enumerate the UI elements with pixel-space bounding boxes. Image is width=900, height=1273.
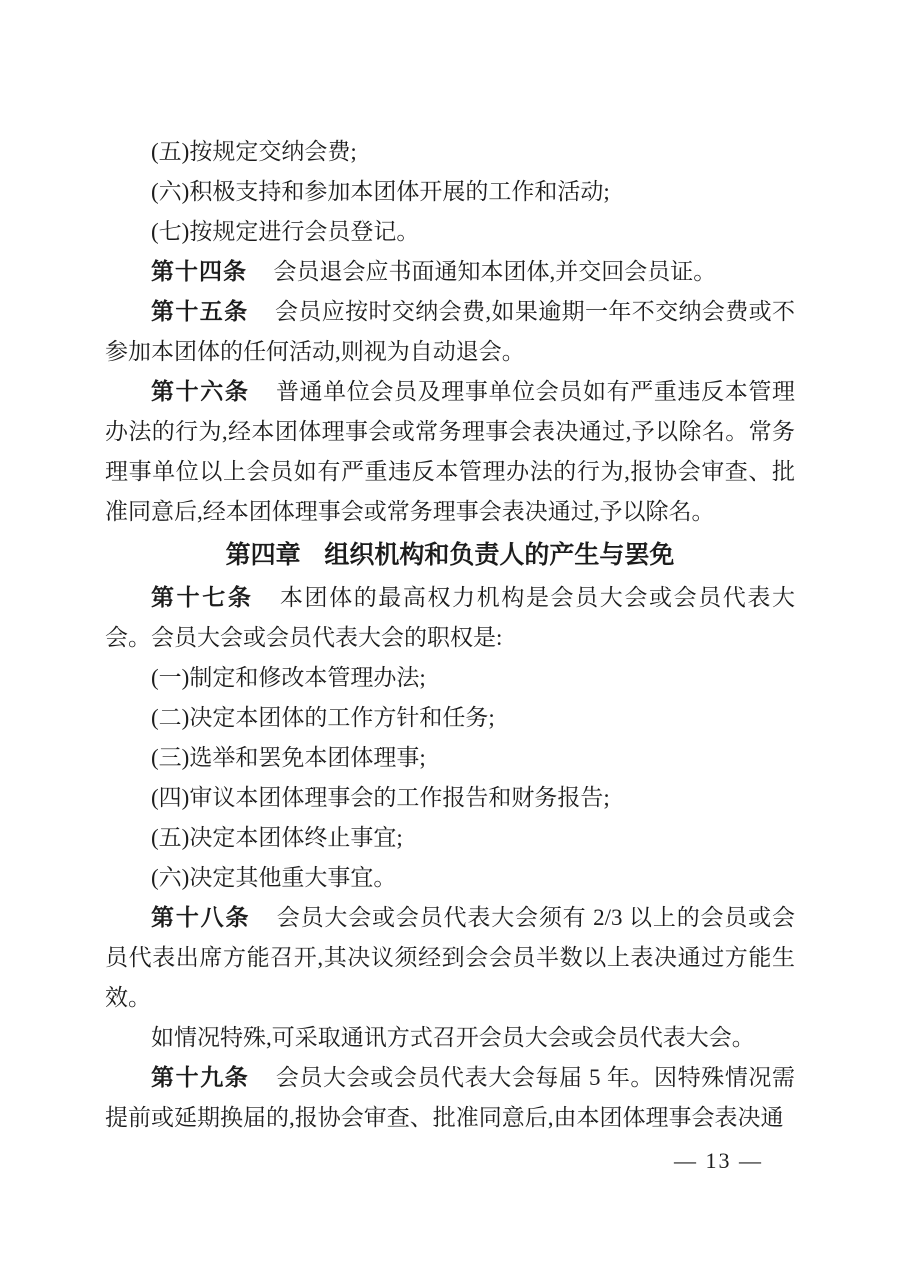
list-item (105, 738, 795, 778)
article-number: 第十八条 (151, 905, 251, 930)
list-item (105, 212, 795, 252)
paragraph-text: (五)按规定交纳会费; (151, 139, 357, 164)
chapter-heading (105, 535, 795, 575)
list-item (105, 172, 795, 212)
paragraph-text: 会员大会或会员代表大会每届 5 年。因特殊情况需提前或延期换届的,报协会审查、批准同意后,由本团体理事会表决通 (105, 1065, 796, 1130)
paragraph-text: (三)选举和罢免本团体理事; (151, 745, 426, 770)
article-number: 第十四条 (151, 259, 247, 284)
paragraph-text: (六)决定其他重大事宜。 (151, 865, 397, 890)
document-body (105, 132, 795, 1138)
article-paragraph (105, 292, 795, 372)
list-item (105, 778, 795, 818)
article-paragraph (105, 252, 795, 292)
paragraph-text: 普通单位会员及理事单位会员如有严重违反本管理办法的行为,经本团体理事会或常务理事会表决通过,予以除名。常务理事单位以上会员如有严重违反本管理办法的行为,报协会审查、批准同意后,经本团体理事会或常务理事会表决通过,予以除名。 (105, 379, 796, 524)
article-number: 第十六条 (151, 379, 250, 404)
article-number: 第十七条 (151, 585, 254, 610)
chapter-number: 第四章 (225, 541, 301, 569)
paragraph-text: 会员应按时交纳会费,如果逾期一年不交纳会费或不参加本团体的任何活动,则视为自动退会。 (105, 299, 796, 364)
paragraph-text: 如情况特殊,可采取通讯方式召开会员大会或会员代表大会。 (151, 1025, 755, 1050)
paragraph-text: 会员大会或会员代表大会须有 2/3 以上的会员或会员代表出席方能召开,其决议须经到会会员半数以上表决通过方能生效。 (105, 905, 796, 1010)
list-item (105, 818, 795, 858)
paragraph-text: (一)制定和修改本管理办法; (151, 665, 426, 690)
list-item (105, 858, 795, 898)
paragraph-text: 本团体的最高权力机构是会员大会或会员代表大会。会员大会或会员代表大会的职权是: (105, 585, 796, 650)
page-number: — 13 — (674, 1148, 763, 1173)
paragraph-text: (四)审议本团体理事会的工作报告和财务报告; (151, 785, 610, 810)
article-number: 第十五条 (151, 299, 249, 324)
article-paragraph (105, 372, 795, 532)
article-paragraph (105, 1058, 795, 1138)
article-paragraph (105, 578, 795, 658)
list-item (105, 698, 795, 738)
paragraph-text: 会员退会应书面通知本团体,并交回会员证。 (273, 259, 717, 284)
paragraph-text: (七)按规定进行会员登记。 (151, 219, 420, 244)
article-paragraph (105, 898, 795, 1018)
paragraph-text: (五)决定本团体终止事宜; (151, 825, 403, 850)
list-item (105, 132, 795, 172)
paragraph-text: (二)决定本团体的工作方针和任务; (151, 705, 495, 730)
article-number: 第十九条 (151, 1065, 250, 1090)
list-item (105, 658, 795, 698)
paragraph-text: 组织机构和负责人的产生与罢免 (324, 541, 675, 569)
paragraph (105, 1018, 795, 1058)
paragraph-text: (六)积极支持和参加本团体开展的工作和活动; (151, 179, 610, 204)
